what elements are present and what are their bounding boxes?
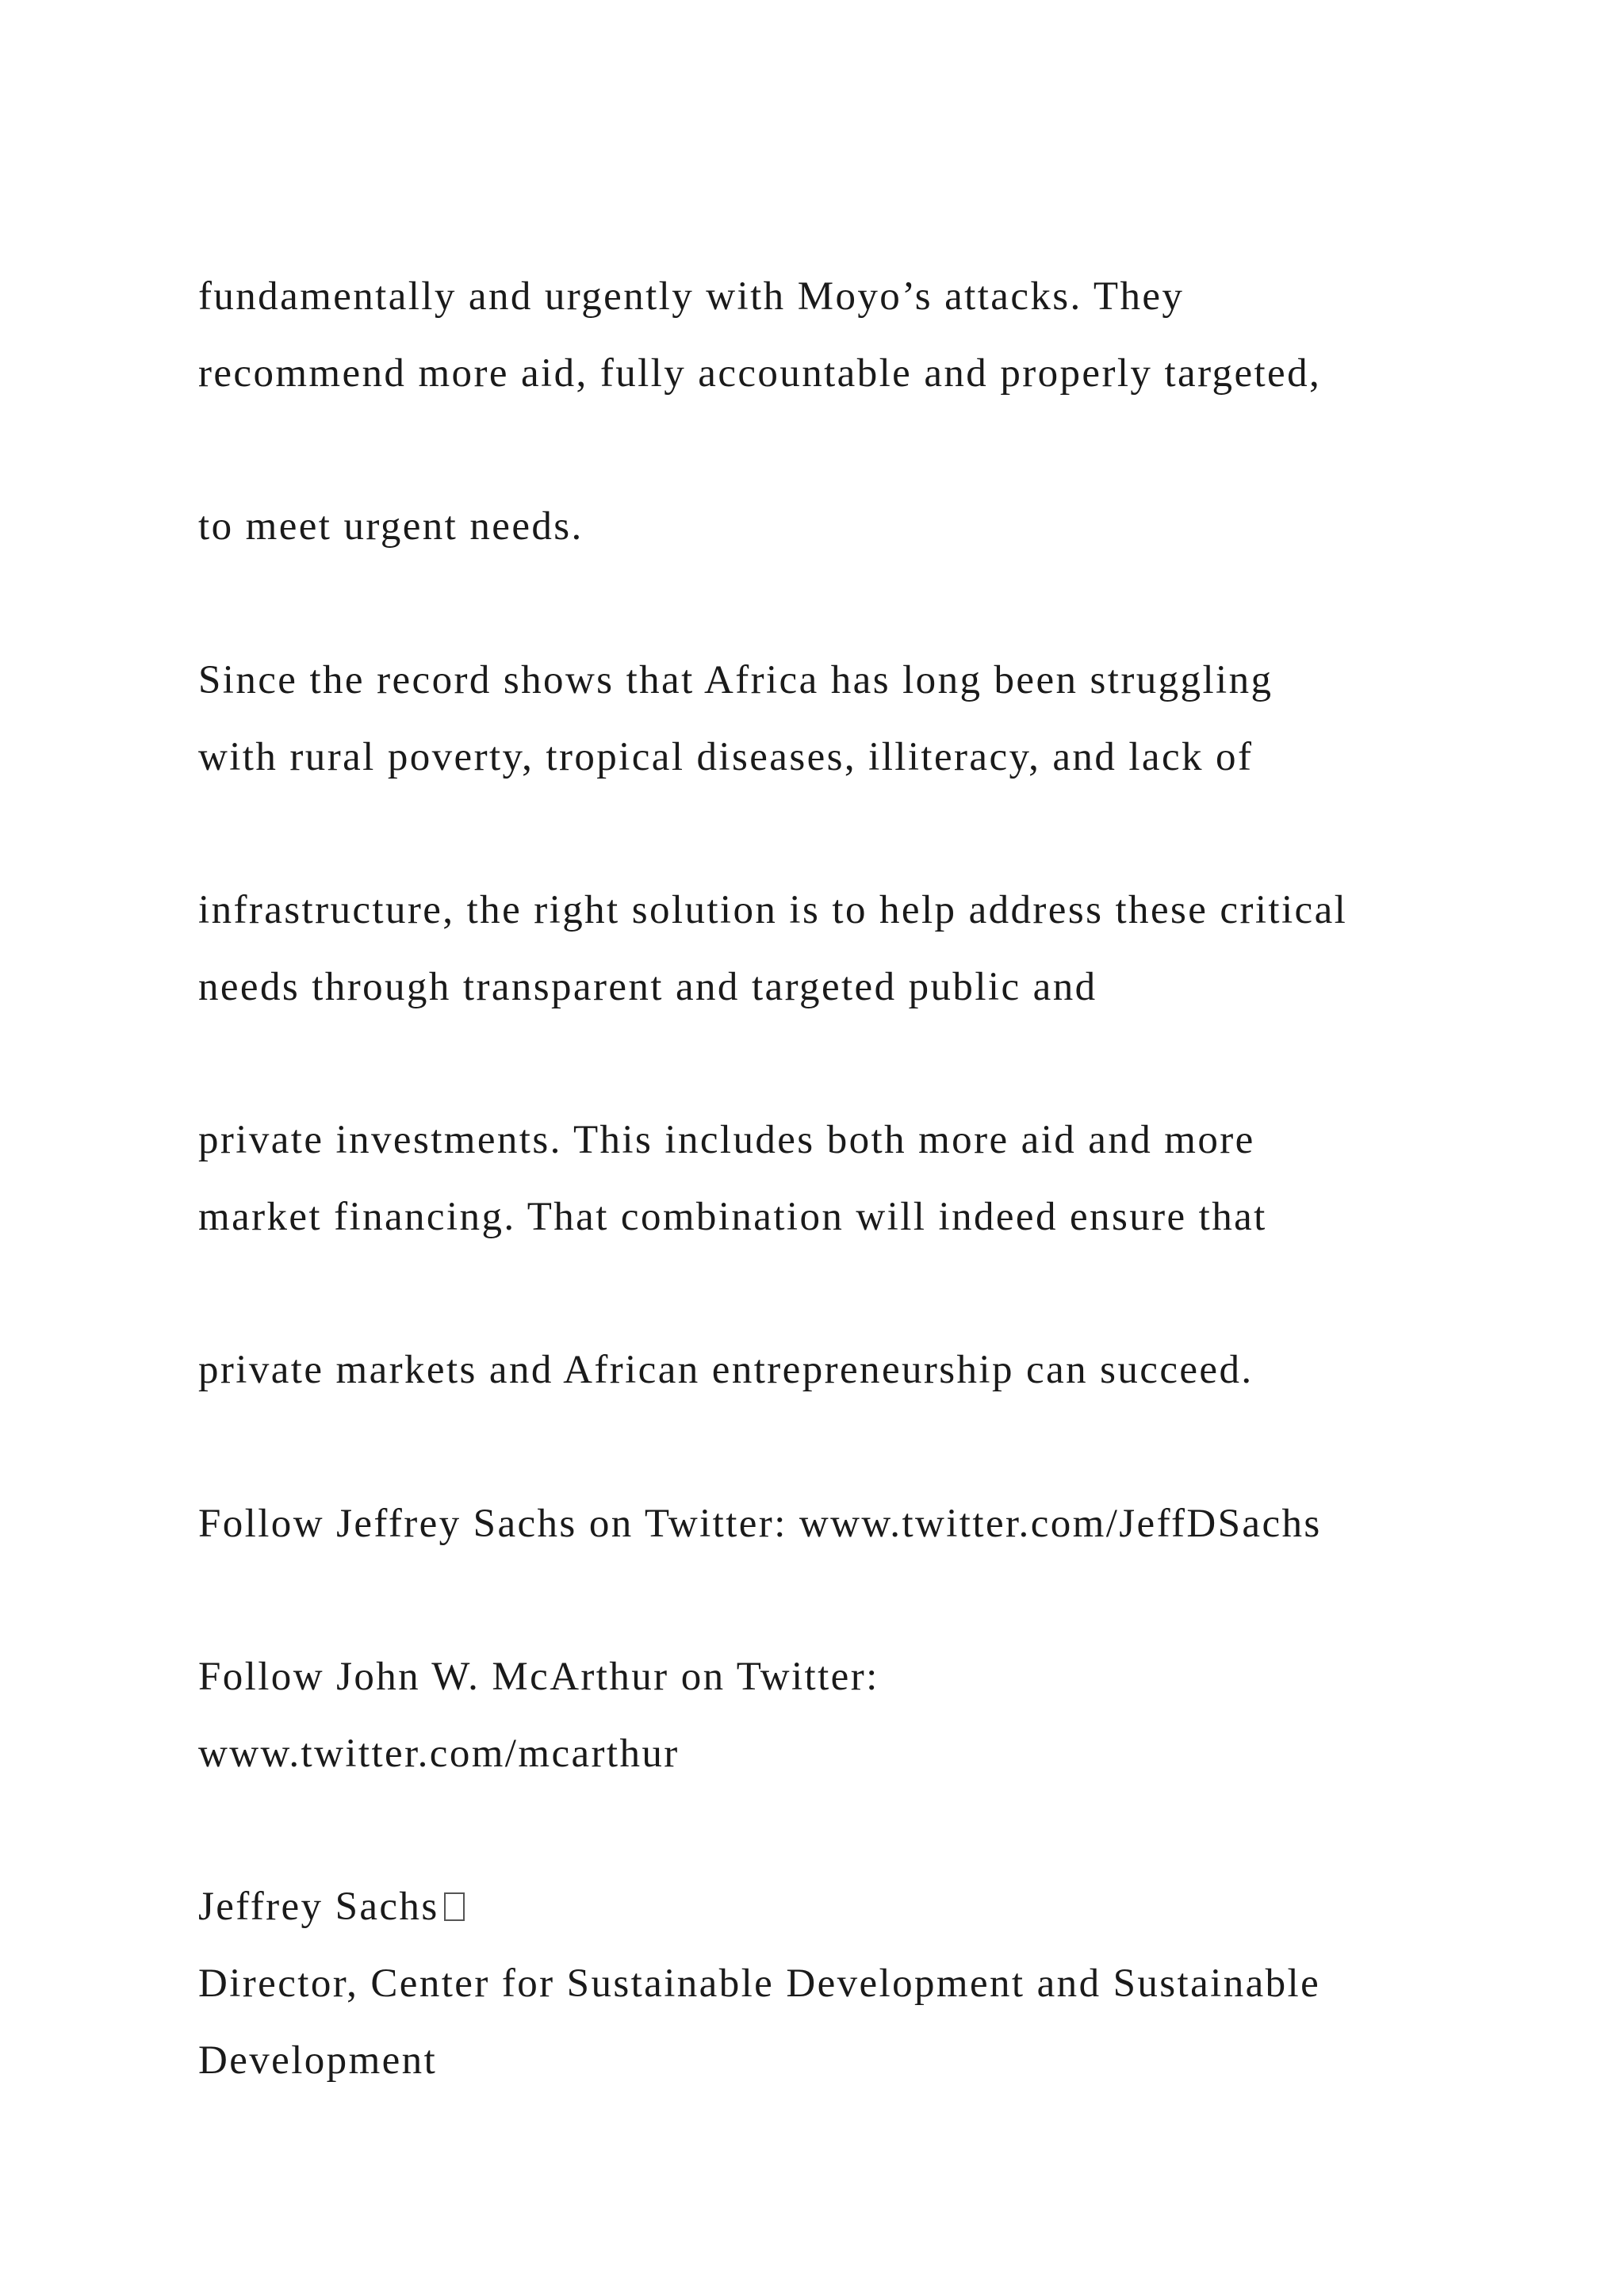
text-line-11: Follow Jeffrey Sachs on Twitter: www.twitter.com/JeffDSachs bbox=[198, 1502, 1322, 1546]
text-line-10: private markets and African entrepreneurship can succeed. bbox=[198, 1348, 1254, 1392]
text-line-13: www.twitter.com/mcarthur bbox=[198, 1732, 680, 1776]
author-name-line bbox=[198, 1887, 465, 1927]
text-line-6: infrastructure, the right solution is to help address these critical bbox=[198, 888, 1348, 932]
text-line-8: private investments. This includes both more aid and more bbox=[198, 1118, 1255, 1162]
author-name: Jeffrey Sachs bbox=[198, 1885, 439, 1929]
text-line-5: with rural poverty, tropical diseases, illiteracy, and lack of bbox=[198, 735, 1254, 779]
missing-glyph-icon bbox=[444, 1892, 465, 1921]
text-line-12: Follow John W. McArthur on Twitter: bbox=[198, 1655, 879, 1699]
text-line-2: recommend more aid, fully accountable and properly targeted, bbox=[198, 351, 1322, 396]
text-line-4: Since the record shows that Africa has long been struggling bbox=[198, 658, 1274, 702]
text-line-9: market financing. That combination will indeed ensure that bbox=[198, 1195, 1267, 1239]
text-line-1: fundamentally and urgently with Moyo’s attacks. They bbox=[198, 274, 1185, 319]
text-line-15: Director, Center for Sustainable Development and Sustainable bbox=[198, 1961, 1321, 2006]
text-line-16: Development bbox=[198, 2038, 438, 2083]
text-line-3: to meet urgent needs. bbox=[198, 504, 584, 549]
text-line-7: needs through transparent and targeted public and bbox=[198, 965, 1097, 1009]
